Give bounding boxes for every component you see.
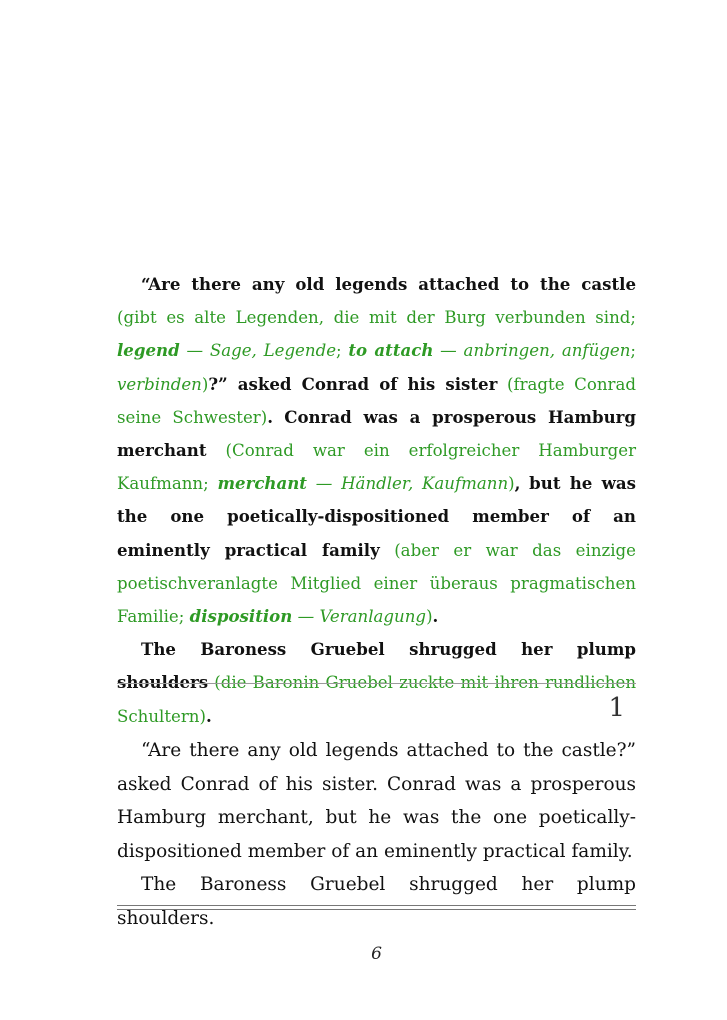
german-translation: (fragte Conrad seine Schwester) [117,374,636,427]
vocab-term: to attach [348,340,434,361]
vocab-gloss: — Händler, Kaufmann [306,474,509,494]
vocab-gloss: verbinden [117,374,202,394]
plain-paragraph-1: “Are there any old legends attached to the castle?” asked Conrad of his sister. Conrad was a prosperous Hamburg merchant, but he was the one poetically-dispositioned member of an eminently practical family. [117,740,636,862]
german-translation: (Conrad war ein erfolgreicher Hamburger Kaufmann; merchant — Händler, Kaufmann) [117,441,637,494]
vocab-gloss: — Veranlagung [292,607,427,627]
german-translation: (aber er war das einzige poetischveranlagte Mitglied einer überaus pragmatischen Familie; disposition — Veranlagung) [117,540,636,627]
plain-paragraph-2: The Baroness Gruebel shrugged her plump shoulders. [117,874,636,929]
english-sentence: Conrad was a prosperous Hamburg merchant [117,406,636,461]
annotated-text [117,268,636,733]
english-sentence: ?” asked Conrad of his sister [208,373,498,394]
section-number: 1 [608,693,625,723]
english-sentence: The Baroness Gruebel shrugged her plump shoulders [117,639,636,693]
english-sentence: but he was the one poetically-dispositioned member of an eminently practical family [117,473,636,560]
vocab-term: legend [117,340,180,361]
annotated-paragraph-1: “Are there any old legends attached to the castle (gibt es alte Legenden, die mit der Burg verbunden sind; legend — Sage, Legende; to attach — anbringen, anfügen; verbinden)?” asked Conrad of his sister (fragte Conrad seine Schwester). Conrad was a prosperous Hamburg merchant (Conrad war ein erfolgreicher Hamburger Kaufmann; merchant — Händler, Kaufmann), but he was the one poetically-dispositioned member of an eminently practical family (aber er war das einzige poetischveranlagte Mitglied einer überaus pragmatischen Familie; disposition — Veranlagung). [117,274,637,627]
annotated-paragraph-2: The Baroness Gruebel shrugged her plump shoulders (die Baronin Gruebel zuckte mit ihren rundlichen Schultern). [117,639,637,726]
vocab-gloss: — Sage, Legende [179,341,337,361]
footer-divider [117,905,636,910]
english-sentence: “Are there any old legends attached to the castle [141,274,636,294]
page-number: 6 [371,944,382,964]
german-translation: (die Baronin Gruebel zuckte mit ihren rundlichen Schultern) [117,673,637,726]
vocab-term: disposition [189,606,293,627]
vocab-term: merchant [217,473,307,494]
vocab-gloss: — anbringen, anfügen [433,341,631,361]
german-translation: (gibt es alte Legenden, die mit der Burg verbunden sind; legend — Sage, Legende; to attach — anbringen, anfügen; verbinden) [117,308,636,394]
section-divider [117,683,636,684]
